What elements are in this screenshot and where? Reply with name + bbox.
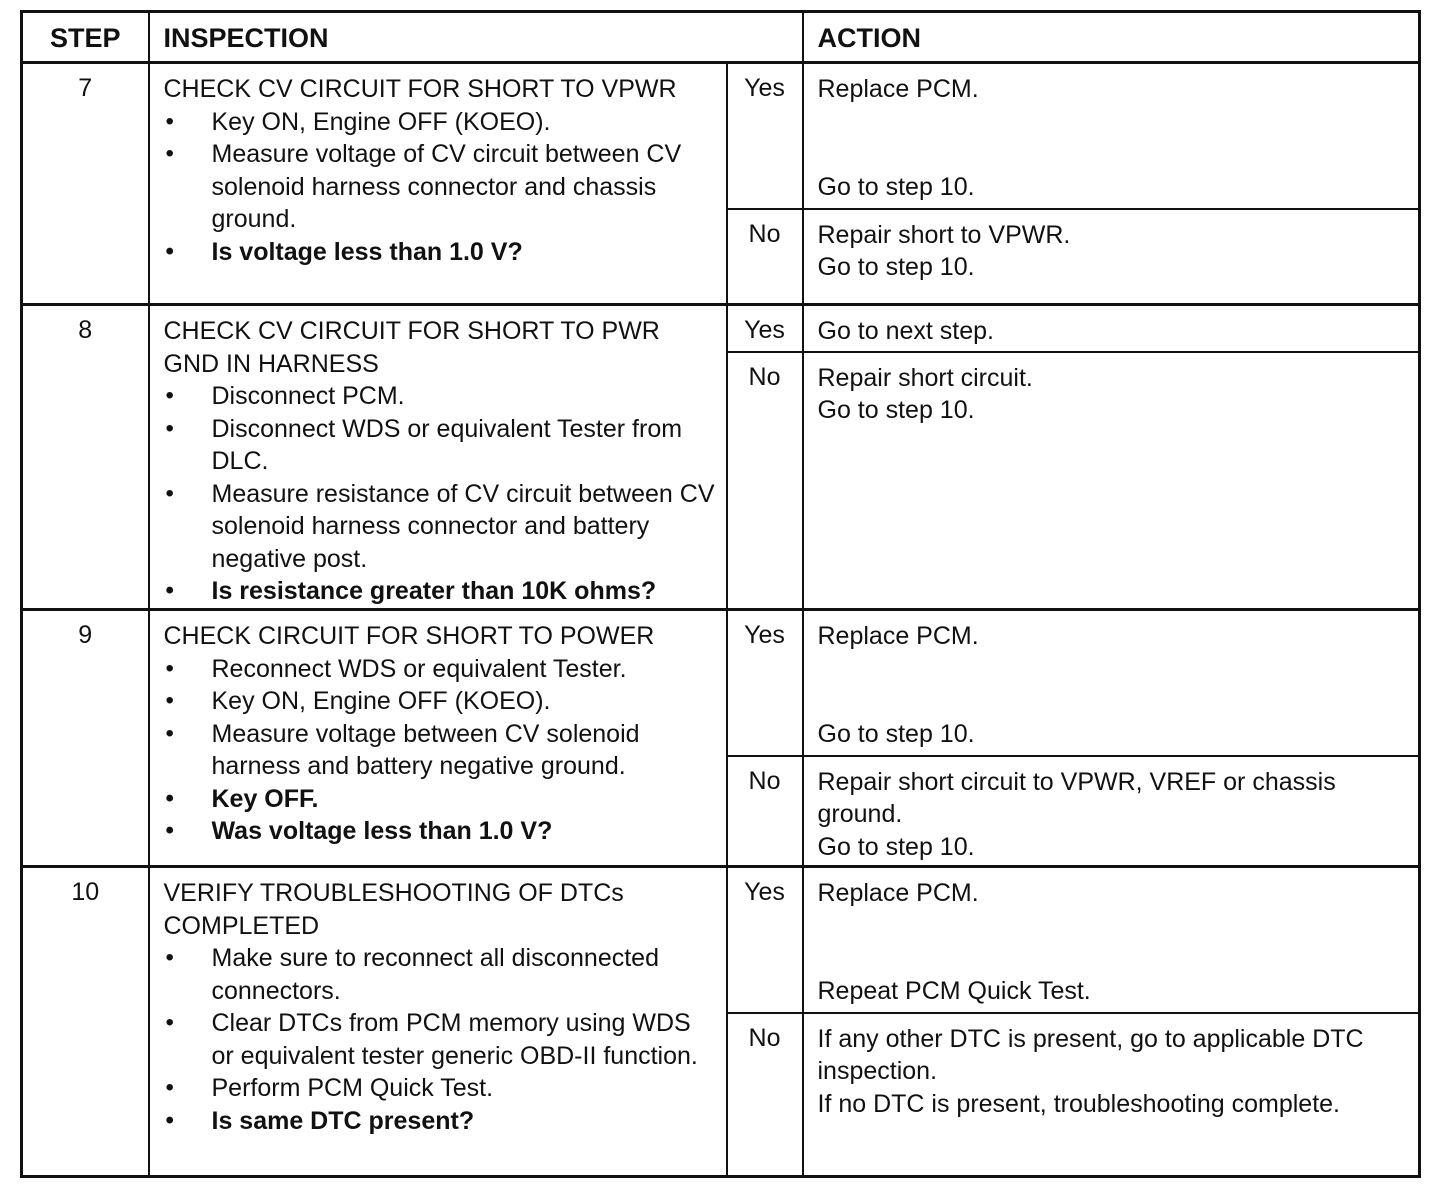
no-action bbox=[803, 756, 1420, 867]
step-7-yes-row bbox=[22, 63, 1420, 209]
inspection-bullets bbox=[164, 942, 718, 1137]
action-line: Repeat PCM Quick Test. bbox=[817, 976, 1091, 1005]
header-step: STEP bbox=[22, 12, 149, 63]
bullet-item: • Measure voltage of CV circuit between CV solenoid harness connector and chassis ground. bbox=[164, 138, 718, 236]
bullet-item: • Measure voltage between CV solenoid harness and battery negative ground. bbox=[164, 718, 718, 783]
yes-action bbox=[803, 63, 1420, 209]
header-inspection: INSPECTION bbox=[149, 12, 803, 63]
yes-label: Yes bbox=[727, 610, 803, 756]
action-line: Repair short circuit to VPWR, VREF or chassis ground. bbox=[817, 767, 1336, 828]
question-bullet: • Is voltage less than 1.0 V? bbox=[164, 236, 718, 269]
step-number: 10 bbox=[22, 867, 149, 1177]
inspection-bullets bbox=[164, 653, 718, 848]
step-10-yes-row bbox=[22, 867, 1420, 1013]
inspection-bullets bbox=[164, 380, 718, 608]
action-line: Replace PCM. bbox=[817, 622, 979, 650]
step-inspection bbox=[149, 63, 727, 305]
bullet-item: • Make sure to reconnect all disconnected connectors. bbox=[164, 942, 718, 1007]
action-line: Repair short circuit. bbox=[817, 363, 1033, 392]
step-number: 7 bbox=[22, 63, 149, 305]
question-bullet: • Is resistance greater than 10K ohms? bbox=[164, 575, 718, 608]
yes-action bbox=[803, 867, 1420, 1013]
step-number: 8 bbox=[22, 305, 149, 610]
action-line: Replace PCM. bbox=[817, 879, 979, 907]
step-inspection bbox=[149, 610, 727, 867]
diagnostic-table bbox=[20, 10, 1421, 1178]
action-line: If no DTC is present, troubleshooting complete. bbox=[817, 1089, 1340, 1118]
bullet-item: • Key ON, Engine OFF (KOEO). bbox=[164, 685, 718, 718]
no-label: No bbox=[727, 756, 803, 867]
no-action bbox=[803, 352, 1420, 610]
yes-label: Yes bbox=[727, 63, 803, 209]
no-action bbox=[803, 209, 1420, 305]
action-line: Go to step 10. bbox=[817, 253, 975, 281]
bullet-item: • Clear DTCs from PCM memory using WDS or equivalent tester generic OBD-II function. bbox=[164, 1007, 718, 1072]
yes-action bbox=[803, 610, 1420, 756]
no-action bbox=[803, 1013, 1420, 1177]
step-8-yes-row bbox=[22, 305, 1420, 352]
action-line: Replace PCM. bbox=[817, 75, 979, 103]
bullet-item: • Disconnect WDS or equivalent Tester from DLC. bbox=[164, 413, 718, 478]
yes-label: Yes bbox=[727, 305, 803, 352]
inspection-title: CHECK CV CIRCUIT FOR SHORT TO VPWR bbox=[163, 75, 677, 103]
action-line: Go to step 10. bbox=[817, 719, 975, 748]
yes-label: Yes bbox=[727, 867, 803, 1013]
no-label: No bbox=[727, 1013, 803, 1177]
spacer bbox=[818, 106, 1411, 171]
step-9-yes-row bbox=[22, 610, 1420, 756]
bullet-item: • Perform PCM Quick Test. bbox=[164, 1072, 718, 1105]
spacer bbox=[818, 653, 1411, 718]
action-line: If any other DTC is present, go to applicable DTC inspection. bbox=[817, 1024, 1364, 1085]
question-bullet: • Is same DTC present? bbox=[164, 1105, 718, 1138]
action-line: Go to step 10. bbox=[817, 172, 975, 201]
bullet-item: • Key OFF. bbox=[164, 783, 718, 816]
step-inspection bbox=[149, 305, 727, 610]
spacer bbox=[818, 910, 1411, 975]
inspection-bullets bbox=[164, 106, 718, 269]
bullet-item: • Reconnect WDS or equivalent Tester. bbox=[164, 653, 718, 686]
header-action: ACTION bbox=[803, 12, 1420, 63]
bullet-item: • Disconnect PCM. bbox=[164, 380, 718, 413]
header-row bbox=[22, 12, 1420, 63]
no-label: No bbox=[727, 209, 803, 305]
action-line: Go to step 10. bbox=[817, 396, 975, 424]
inspection-title: VERIFY TROUBLESHOOTING OF DTCs COMPLETED bbox=[163, 879, 624, 940]
inspection-title: CHECK CV CIRCUIT FOR SHORT TO PWR GND IN HARNESS bbox=[163, 317, 660, 378]
no-label: No bbox=[727, 352, 803, 610]
action-line: Go to step 10. bbox=[817, 832, 975, 861]
action-line: Repair short to VPWR. bbox=[817, 220, 1071, 249]
step-number: 9 bbox=[22, 610, 149, 867]
inspection-title: CHECK CIRCUIT FOR SHORT TO POWER bbox=[163, 622, 655, 650]
action-line: Go to next step. bbox=[817, 317, 994, 345]
yes-action bbox=[803, 305, 1420, 352]
step-inspection bbox=[149, 867, 727, 1177]
question-bullet: • Was voltage less than 1.0 V? bbox=[164, 815, 718, 848]
bullet-item: • Key ON, Engine OFF (KOEO). bbox=[164, 106, 718, 139]
bullet-item: • Measure resistance of CV circuit between CV solenoid harness connector and battery negative post. bbox=[164, 478, 718, 576]
